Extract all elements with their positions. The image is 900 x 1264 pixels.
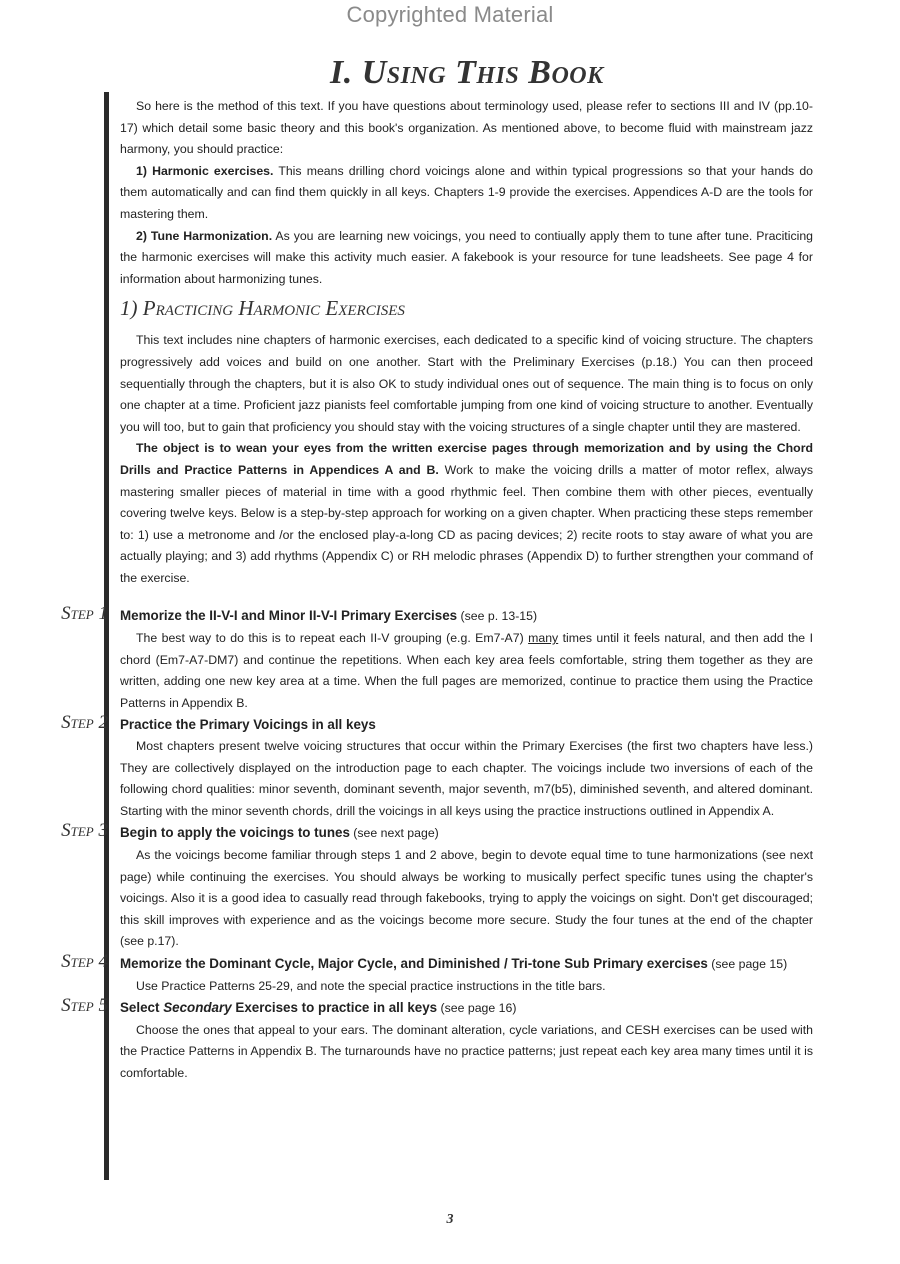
step-1 xyxy=(61,603,813,714)
section-paragraph-1: This text includes nine chapters of harmonic exercises, each dedicated to a specific kind of voicing structure. The chapters progressively add voices and build on one another. Start with the Preliminary Exercises (p.18.) You can then proceed sequentially through the chapters, but it is also OK to study individual ones out of sequence. The main thing is to focus on only one chapter at a time. Proficient jazz pianists feel comfortable jumping from one kind of voicing structure to another. Eventually you will too, but to gain that proficiency you should stay with the voicing structures of a single chapter until they are mastered. xyxy=(120,333,813,434)
step-label: Step 2 xyxy=(61,712,108,734)
step-3 xyxy=(61,820,813,953)
step-heading xyxy=(120,822,813,845)
harmonic-exercises-label: 1) Harmonic exercises. xyxy=(136,163,274,178)
step-label: Step 5 xyxy=(61,995,108,1017)
step-body xyxy=(120,628,813,714)
step-heading-text: Begin to apply the voicings to tunes xyxy=(120,825,350,841)
intro-paragraph-3-text: As you are learning new voicings, you need to contiually apply them to tune after tune. Praciticing the harmonic exercises will make this activity much easier. A fakebook is your resource for tune leadsheets. See page 4 for information about harmonizing tunes. xyxy=(120,228,814,286)
section-paragraph-2-bold: The object is to wean your eyes from the written exercise pages through memorization and by using the Chord Drills and Practice Patterns in Appendices A and B. xyxy=(120,441,813,477)
step-heading-text: Exercises to practice in all keys xyxy=(231,1000,438,1016)
step-heading xyxy=(120,997,813,1020)
step-body: Most chapters present twelve voicing structures that occur within the Primary Exercises (the first two chapters have less.) They are collectively displayed on the introduction page to each chapter. The voicings include two inversions of each of the following chord qualities: minor seventh, dominant seventh, major seventh, m7(b5), diminished seventh, and altered dominant. Starting with the minor seventh chords, drill the voicings in all keys using the practice instructions outlined in Appendix A. xyxy=(120,739,813,818)
step-body-text: The best way to do this is to repeat each II-V grouping (e.g. Em7-A7) xyxy=(136,631,529,646)
step-heading xyxy=(120,953,813,976)
intro-paragraph-2 xyxy=(120,161,813,226)
step-label: Step 1 xyxy=(61,603,108,625)
step-heading-text: Memorize the II-V-I and Minor II-V-I Primary Exercises xyxy=(120,608,458,624)
step-heading-text: Memorize the Dominant Cycle, Major Cycle, and Diminished / Tri-tone Sub Primary exercises xyxy=(120,955,708,971)
step-page-ref: (see p. 13-15) xyxy=(457,609,538,624)
step-heading xyxy=(120,605,813,628)
step-page-ref: (see next page) xyxy=(349,826,439,841)
step-body-underlined: many xyxy=(528,631,559,646)
step-body-text: times until it feels natural, and then add the I chord (Em7-A7-DM7) and continue the repetitions. When each key area feels comfortable, string them together as they are written, adding one new key area at a time. When the full pages are memorized, continue to practice them using the Practice Patterns in Appendix B. xyxy=(120,631,813,710)
section-heading: 1) Practicing Harmonic Exercises xyxy=(120,296,405,321)
step-body: As the voicings become familiar through steps 1 and 2 above, begin to devote equal time to tune harmonizations (see next page) while continuing the exercises. You should always be working to musically perfect specific tunes using the chapter's voicings. Also it is a good idea to casually read through fakebooks, trying to apply the voicings on sight. Don't get discouraged; this skill improves with experience and as the voicings become more secure. Study the four tunes at the end of the chapter (see p.17). xyxy=(120,848,813,949)
step-page-ref: (see page 16) xyxy=(437,1001,517,1016)
page-number: 3 xyxy=(446,1212,454,1227)
step-body: Choose the ones that appeal to your ears. The dominant alteration, cycle variations, and CESH exercises can be used with the Practice Patterns in Appendix B. The turnarounds have no practice patterns; just repeat each key area many times until it is comfortable. xyxy=(120,1022,813,1080)
intro-paragraph-2-text: This means drilling chord voicings alone and within typical progressions so that your hands do them automatically and can find them quickly in all keys. Chapters 1-9 provide the exercises. Appendices A-D are the tools for mastering them. xyxy=(120,163,813,221)
step-heading-emphasis: Secondary xyxy=(163,1000,232,1016)
step-body: Use Practice Patterns 25-29, and note the special practice instructions in the title bars. xyxy=(136,978,606,993)
step-2 xyxy=(61,712,813,822)
step-heading-text: Practice the Primary Voicings in all keys xyxy=(120,717,376,733)
step-5 xyxy=(61,995,813,1084)
margin-rule xyxy=(104,92,109,1180)
section-paragraph-2-text: Work to make the voicing drills a matter of motor reflex, always mastering smaller pieces of material in time with a good rhythmic feel. Then combine them with other pieces, eventually covering twelve keys. Below is a step-by-step approach for working on a given chapter. When practicing these steps remember to: 1) use a metronome and /or the enclosed play-a-long CD as pacing devices; 2) recite roots to stay aware of what you are actually playing; and 3) add rhythms (Appendix C) or RH melodic phrases (Appendix D) to further strengthen your command of the exercise. xyxy=(120,462,813,585)
step-heading xyxy=(120,714,813,736)
step-4 xyxy=(61,950,813,997)
step-label: Step 4 xyxy=(61,950,108,972)
intro-paragraph-3 xyxy=(120,226,813,291)
chapter-title: I. Using This Book xyxy=(330,54,604,91)
step-heading-text: Select xyxy=(120,1000,164,1016)
copyright-watermark: Copyrighted Material xyxy=(346,2,554,27)
section-paragraph-2 xyxy=(120,438,813,589)
tune-harmonization-label: 2) Tune Harmonization. xyxy=(136,228,273,243)
intro-paragraph-1: So here is the method of this text. If you have questions about terminology used, please refer to sections III and IV (pp.10-17) which detail some basic theory and this book's organization. As mentioned above, to become fluid with mainstream jazz harmony, you should practice: xyxy=(120,99,813,157)
step-label: Step 3 xyxy=(61,820,108,842)
page-content xyxy=(61,96,814,1085)
step-page-ref: (see page 15) xyxy=(707,956,788,971)
